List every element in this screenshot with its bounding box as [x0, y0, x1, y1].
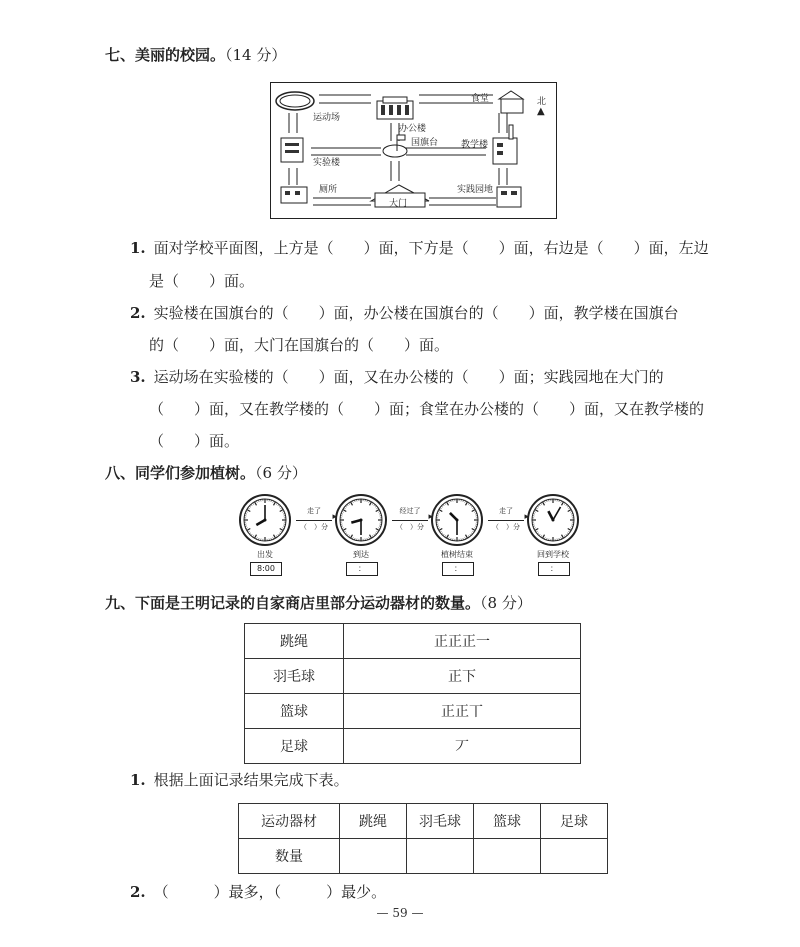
- map-label-practice: 实践园地: [457, 185, 494, 195]
- row-label: 数量: [239, 839, 340, 874]
- tally-item: 篮球: [245, 694, 344, 729]
- section-8-title: 八、同学们参加植树。（6 分）: [105, 464, 307, 482]
- arrow-bottom-text: （ ）分: [300, 523, 328, 531]
- map-label-toilet: 厕所: [319, 185, 338, 195]
- q-number: 1.: [130, 771, 146, 789]
- header-cell: 运动器材: [239, 804, 340, 839]
- clock-1: [238, 493, 292, 573]
- q9-2: [130, 882, 386, 902]
- map-label-flag: 国旗台: [411, 138, 439, 148]
- header-cell: 篮球: [474, 804, 541, 839]
- page-number: — 59 —: [376, 906, 424, 920]
- q-number: 2.: [130, 304, 146, 322]
- clock-4: [526, 493, 580, 573]
- time-box[interactable]: ：: [442, 562, 474, 576]
- elapsed-arrow: [486, 507, 529, 535]
- answer-cell[interactable]: [407, 839, 474, 874]
- map-label-lab: 实验楼: [313, 158, 341, 168]
- q-number: 3.: [130, 368, 146, 386]
- clock-row: [238, 493, 578, 579]
- arrow-icon: ▸: [392, 516, 428, 521]
- table-row: [239, 839, 608, 874]
- q7-1: [130, 238, 709, 258]
- q-text: 实验楼在国旗台的（ ）面，办公楼在国旗台的（ ）面，教学楼在国旗台: [153, 304, 679, 322]
- tally-marks: 丆: [344, 729, 581, 764]
- north-label: 北: [537, 97, 547, 107]
- north-marker: [537, 94, 546, 117]
- q-text: 运动场在实验楼的（ ）面，又在办公楼的（ ）面；实践园地在大门的: [153, 368, 664, 386]
- q-number: 2.: [130, 883, 146, 901]
- map-label-sports: 运动场: [313, 113, 341, 123]
- q7-1-cont: 是（ ）面。: [149, 272, 255, 290]
- table-row: [245, 729, 581, 764]
- arrow-bottom-text: （ ）分: [492, 523, 520, 531]
- elapsed-arrow: [294, 507, 337, 535]
- tally-marks: 正正丅: [344, 694, 581, 729]
- campus-map: [270, 82, 557, 219]
- q7-3-cont2: （ ）面。: [149, 432, 240, 450]
- tally-item: 足球: [245, 729, 344, 764]
- header-cell: 羽毛球: [407, 804, 474, 839]
- campus-map-drawing: [271, 83, 556, 218]
- map-label-gate: 大门: [389, 199, 408, 209]
- q7-2: [130, 303, 679, 323]
- clock-label: 出发: [257, 550, 273, 559]
- tally-marks: 正正正一: [344, 624, 581, 659]
- q7-2-cont: 的（ ）面，大门在国旗台的（ ）面。: [149, 336, 450, 354]
- table-row: [245, 624, 581, 659]
- q7-3-cont: （ ）面，又在教学楼的（ ）面；食堂在办公楼的（ ）面，又在教学楼的: [149, 400, 705, 418]
- map-label-teaching: 教学楼: [461, 140, 489, 150]
- clock-face: [430, 493, 484, 547]
- section-9-title: 九、下面是王明记录的自家商店里部分运动器材的数量。（8 分）: [105, 594, 532, 612]
- clock-label: 植树结束: [441, 550, 473, 559]
- answer-cell[interactable]: [541, 839, 608, 874]
- tally-table: [244, 623, 581, 764]
- clock-face: [526, 493, 580, 547]
- q-text: 面对学校平面图，上方是（ ）面，下方是（ ）面，右边是（ ）面，左边: [153, 239, 709, 257]
- elapsed-arrow: [390, 507, 433, 535]
- arrow-top-text: 走了: [499, 507, 513, 515]
- table-row: [245, 694, 581, 729]
- tally-item: 羽毛球: [245, 659, 344, 694]
- arrow-bottom-text: （ ）分: [396, 523, 424, 531]
- clock-3: [430, 493, 484, 573]
- header-cell: 跳绳: [340, 804, 407, 839]
- table-row: [239, 804, 608, 839]
- table-row: [245, 659, 581, 694]
- q-number: 1.: [130, 239, 146, 257]
- arrow-icon: ▸: [488, 516, 524, 521]
- q-text: 根据上面记录结果完成下表。: [153, 771, 349, 789]
- clock-2: [334, 493, 388, 573]
- section-7-title: 七、美丽的校园。（14 分）: [105, 46, 287, 64]
- north-arrow-icon: ▲: [537, 106, 545, 117]
- arrow-top-text: 走了: [307, 507, 321, 515]
- tally-marks: 正下: [344, 659, 581, 694]
- result-table: [238, 803, 608, 874]
- map-label-canteen: 食堂: [471, 94, 490, 104]
- time-box[interactable]: ：: [538, 562, 570, 576]
- q7-3: [130, 367, 664, 387]
- map-label-office: 办公楼: [399, 124, 427, 134]
- arrow-top-text: 经过了: [399, 507, 421, 515]
- q-text: （ ）最多，（ ）最少。: [153, 883, 387, 901]
- clock-label: 到达: [353, 550, 369, 559]
- tally-item: 跳绳: [245, 624, 344, 659]
- answer-cell[interactable]: [474, 839, 541, 874]
- clock-face: [238, 493, 292, 547]
- q9-1: [130, 770, 349, 790]
- time-box[interactable]: 8:00: [250, 562, 282, 576]
- header-cell: 足球: [541, 804, 608, 839]
- clock-face: [334, 493, 388, 547]
- answer-cell[interactable]: [340, 839, 407, 874]
- arrow-icon: ▸: [296, 516, 332, 521]
- time-box[interactable]: ：: [346, 562, 378, 576]
- clock-label: 回到学校: [537, 550, 569, 559]
